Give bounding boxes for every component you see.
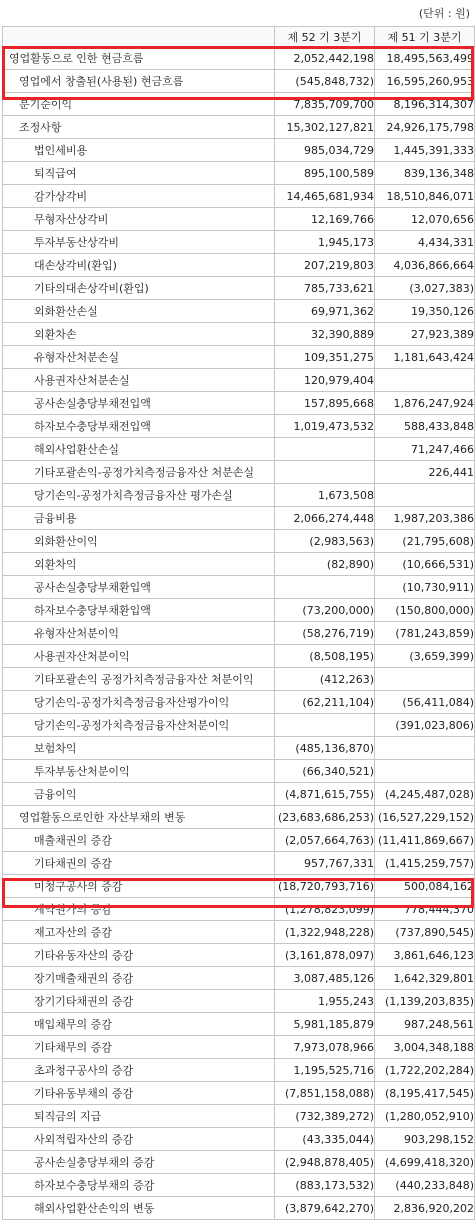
- value-period-52: [275, 461, 375, 484]
- table-row: [3, 208, 475, 231]
- row-label: 사용권자산처분이익: [3, 645, 275, 668]
- value-period-52: 895,100,589: [275, 162, 375, 185]
- value-period-51: (1,139,203,835): [375, 990, 475, 1013]
- row-label: 기타채무의 증감: [3, 1036, 275, 1059]
- value-period-51: 778,444,370: [375, 898, 475, 921]
- table-row: [3, 139, 475, 162]
- value-period-51: 588,433,848: [375, 415, 475, 438]
- table-row: [3, 1128, 475, 1151]
- value-period-52: 1,673,508: [275, 484, 375, 507]
- value-period-51: 987,248,561: [375, 1013, 475, 1036]
- row-label: 기타유동자산의 증감: [3, 944, 275, 967]
- value-period-51: 3,861,646,123: [375, 944, 475, 967]
- header-period-52: 제 52 기 3분기: [275, 27, 375, 47]
- value-period-52: 1,019,473,532: [275, 415, 375, 438]
- row-label: 무형자산상각비: [3, 208, 275, 231]
- value-period-52: 157,895,668: [275, 392, 375, 415]
- value-period-52: (3,161,878,097): [275, 944, 375, 967]
- unit-label: (단위 : 원): [418, 7, 470, 20]
- row-label: 조정사항: [3, 116, 275, 139]
- value-period-51: 8,196,314,307: [375, 93, 475, 116]
- value-period-51: 1,445,391,333: [375, 139, 475, 162]
- value-period-52: 2,052,442,198: [275, 47, 375, 70]
- table-row: [3, 1174, 475, 1197]
- value-period-52: (7,851,158,088): [275, 1082, 375, 1105]
- table-row: [3, 921, 475, 944]
- row-label: 퇴직급여: [3, 162, 275, 185]
- value-period-51: 24,926,175,798: [375, 116, 475, 139]
- row-label: 당기손익-공정가치측정금융자산처분이익: [3, 714, 275, 737]
- header-period-51: 제 51 기 3분기: [375, 27, 475, 47]
- table-row: [3, 116, 475, 139]
- value-period-52: (73,200,000): [275, 599, 375, 622]
- value-period-52: (4,871,615,755): [275, 783, 375, 806]
- row-label: 장기매출채권의 증감: [3, 967, 275, 990]
- value-period-52: (2,948,878,405): [275, 1151, 375, 1174]
- row-label: 공사손실충당부채환입액: [3, 576, 275, 599]
- row-label: 투자부동산상각비: [3, 231, 275, 254]
- value-period-51: (440,233,848): [375, 1174, 475, 1197]
- value-period-51: 16,595,260,953: [375, 70, 475, 93]
- table-row: [3, 714, 475, 737]
- table-row: [3, 93, 475, 116]
- row-label: 공사손실충당부채전입액: [3, 392, 275, 415]
- value-period-51: 2,836,920,202: [375, 1197, 475, 1220]
- row-label: 매출채권의 증감: [3, 829, 275, 852]
- row-label: 분기순이익: [3, 93, 275, 116]
- table-row: [3, 760, 475, 783]
- value-period-51: (3,027,383): [375, 277, 475, 300]
- table-row: [3, 599, 475, 622]
- value-period-51: 27,923,389: [375, 323, 475, 346]
- value-period-52: 207,219,803: [275, 254, 375, 277]
- value-period-51: (1,722,202,284): [375, 1059, 475, 1082]
- value-period-52: [275, 438, 375, 461]
- row-label: 기타채권의 증감: [3, 852, 275, 875]
- value-period-52: (18,720,793,716): [275, 875, 375, 898]
- value-period-51: (11,411,869,667): [375, 829, 475, 852]
- table-row: [3, 967, 475, 990]
- value-period-52: 1,195,525,716: [275, 1059, 375, 1082]
- table-row: [3, 737, 475, 760]
- row-label: 대손상각비(환입): [3, 254, 275, 277]
- table-row: [3, 484, 475, 507]
- value-period-52: 14,465,681,934: [275, 185, 375, 208]
- table-row: [3, 277, 475, 300]
- row-label: 금융비용: [3, 507, 275, 530]
- value-period-51: 12,070,656: [375, 208, 475, 231]
- row-label: 외환차손: [3, 323, 275, 346]
- value-period-52: (1,322,948,228): [275, 921, 375, 944]
- table-row: [3, 70, 475, 93]
- row-label: 재고자산의 증감: [3, 921, 275, 944]
- row-label: 기타의대손상각비(환입): [3, 277, 275, 300]
- row-label: 유형자산처분손실: [3, 346, 275, 369]
- value-period-51: 226,441: [375, 461, 475, 484]
- value-period-52: 7,835,709,700: [275, 93, 375, 116]
- table-row: [3, 691, 475, 714]
- table-row: [3, 530, 475, 553]
- value-period-51: 19,350,126: [375, 300, 475, 323]
- table-row: [3, 162, 475, 185]
- value-period-52: 2,066,274,448: [275, 507, 375, 530]
- table-row: [3, 392, 475, 415]
- table-row: [3, 553, 475, 576]
- value-period-52: (2,057,664,763): [275, 829, 375, 852]
- value-period-52: (3,879,642,270): [275, 1197, 375, 1220]
- value-period-52: 109,351,275: [275, 346, 375, 369]
- row-label: 해외사업환산손익의 변동: [3, 1197, 275, 1220]
- value-period-51: (3,659,399): [375, 645, 475, 668]
- value-period-51: 1,987,203,386: [375, 507, 475, 530]
- value-period-51: 1,642,329,801: [375, 967, 475, 990]
- value-period-52: (2,983,563): [275, 530, 375, 553]
- table-row: [3, 507, 475, 530]
- row-label: 외화환산이익: [3, 530, 275, 553]
- value-period-51: [375, 668, 475, 691]
- value-period-52: (8,508,195): [275, 645, 375, 668]
- value-period-52: 12,169,766: [275, 208, 375, 231]
- value-period-51: 1,876,247,924: [375, 392, 475, 415]
- value-period-52: [275, 576, 375, 599]
- table-row: [3, 1105, 475, 1128]
- value-period-51: [375, 737, 475, 760]
- value-period-51: 3,004,348,188: [375, 1036, 475, 1059]
- table-row: [3, 231, 475, 254]
- row-label: 보험차익: [3, 737, 275, 760]
- row-label: 매입채무의 증감: [3, 1013, 275, 1036]
- cash-flow-table: [2, 26, 475, 1220]
- table-row: [3, 47, 475, 70]
- row-label: 영업활동으로 인한 현금흐름: [3, 47, 275, 70]
- value-period-52: (883,173,532): [275, 1174, 375, 1197]
- table-row: [3, 852, 475, 875]
- value-period-52: 785,733,621: [275, 277, 375, 300]
- value-period-51: (4,245,487,028): [375, 783, 475, 806]
- row-label: 공사손실충당부채의 증감: [3, 1151, 275, 1174]
- value-period-52: 985,034,729: [275, 139, 375, 162]
- value-period-52: 7,973,078,966: [275, 1036, 375, 1059]
- value-period-51: (4,699,418,320): [375, 1151, 475, 1174]
- value-period-51: 4,036,866,664: [375, 254, 475, 277]
- value-period-51: 500,084,162: [375, 875, 475, 898]
- value-period-52: 1,945,173: [275, 231, 375, 254]
- table-row: [3, 300, 475, 323]
- value-period-52: (58,276,719): [275, 622, 375, 645]
- row-label: 기타포괄손익 공정가치측정금융자산 처분이익: [3, 668, 275, 691]
- value-period-52: (485,136,870): [275, 737, 375, 760]
- value-period-52: 3,087,485,126: [275, 967, 375, 990]
- row-label: 해외사업환산손실: [3, 438, 275, 461]
- row-label: 감가상각비: [3, 185, 275, 208]
- value-period-52: (43,335,044): [275, 1128, 375, 1151]
- row-label: 기타유동부채의 증감: [3, 1082, 275, 1105]
- value-period-52: [275, 714, 375, 737]
- row-label: 기타포괄손익-공정가치측정금융자산 처분손실: [3, 461, 275, 484]
- table-row: [3, 1151, 475, 1174]
- table-body: [3, 47, 475, 1220]
- row-label: 영업활동으로인한 자산부채의 변동: [3, 806, 275, 829]
- value-period-52: (545,848,732): [275, 70, 375, 93]
- value-period-52: (412,263): [275, 668, 375, 691]
- row-label: 유형자산처분이익: [3, 622, 275, 645]
- row-label: 법인세비용: [3, 139, 275, 162]
- value-period-51: [375, 369, 475, 392]
- value-period-52: (732,389,272): [275, 1105, 375, 1128]
- value-period-51: (10,730,911): [375, 576, 475, 599]
- row-label: 하자보수충당부채전입액: [3, 415, 275, 438]
- row-label: 계약원가의 증감: [3, 898, 275, 921]
- row-label: 사용권자산처분손실: [3, 369, 275, 392]
- value-period-52: 5,981,185,879: [275, 1013, 375, 1036]
- value-period-51: 4,434,331: [375, 231, 475, 254]
- value-period-51: [375, 760, 475, 783]
- row-label: 장기기타채권의 증감: [3, 990, 275, 1013]
- value-period-52: 1,955,243: [275, 990, 375, 1013]
- value-period-51: (391,023,806): [375, 714, 475, 737]
- row-label: 초과청구공사의 증감: [3, 1059, 275, 1082]
- table-row: [3, 668, 475, 691]
- table-row: [3, 622, 475, 645]
- value-period-51: 1,181,643,424: [375, 346, 475, 369]
- row-label: 당기손익-공정가치측정금융자산평가이익: [3, 691, 275, 714]
- table-row: [3, 898, 475, 921]
- table-row: [3, 576, 475, 599]
- table-row: [3, 1036, 475, 1059]
- row-label: 투자부동산처분이익: [3, 760, 275, 783]
- value-period-51: 903,298,152: [375, 1128, 475, 1151]
- row-label: 영업에서 창출된(사용된) 현금흐름: [3, 70, 275, 93]
- header-account: [3, 27, 275, 47]
- value-period-52: (66,340,521): [275, 760, 375, 783]
- table-row: [3, 461, 475, 484]
- value-period-51: (737,890,545): [375, 921, 475, 944]
- table-row: [3, 990, 475, 1013]
- table-row: [3, 1082, 475, 1105]
- table-row: [3, 369, 475, 392]
- value-period-52: 15,302,127,821: [275, 116, 375, 139]
- value-period-51: 71,247,466: [375, 438, 475, 461]
- value-period-52: (62,211,104): [275, 691, 375, 714]
- table-row: [3, 254, 475, 277]
- row-label: 미청구공사의 증감: [3, 875, 275, 898]
- value-period-51: (10,666,531): [375, 553, 475, 576]
- row-label: 하자보수충당부채환입액: [3, 599, 275, 622]
- table-row: [3, 783, 475, 806]
- table-row: [3, 346, 475, 369]
- table-row: [3, 875, 475, 898]
- value-period-51: (1,415,259,757): [375, 852, 475, 875]
- value-period-52: (1,278,823,099): [275, 898, 375, 921]
- table-row: [3, 829, 475, 852]
- value-period-51: 18,495,563,499: [375, 47, 475, 70]
- table-row: [3, 645, 475, 668]
- table-header-row: [3, 27, 475, 47]
- table-row: [3, 185, 475, 208]
- row-label: 하자보수충당부채의 증감: [3, 1174, 275, 1197]
- value-period-51: (8,195,417,545): [375, 1082, 475, 1105]
- value-period-51: (781,243,859): [375, 622, 475, 645]
- value-period-52: 32,390,889: [275, 323, 375, 346]
- value-period-51: (1,280,052,910): [375, 1105, 475, 1128]
- table-row: [3, 1013, 475, 1036]
- table-row: [3, 1197, 475, 1220]
- table-row: [3, 415, 475, 438]
- row-label: 당기손익-공정가치측정금융자산 평가손실: [3, 484, 275, 507]
- value-period-52: (23,683,686,253): [275, 806, 375, 829]
- table-row: [3, 1059, 475, 1082]
- value-period-51: (16,527,229,152): [375, 806, 475, 829]
- value-period-51: [375, 484, 475, 507]
- value-period-52: 120,979,404: [275, 369, 375, 392]
- value-period-51: (56,411,084): [375, 691, 475, 714]
- row-label: 사외적립자산의 증감: [3, 1128, 275, 1151]
- value-period-51: (21,795,608): [375, 530, 475, 553]
- value-period-52: 957,767,331: [275, 852, 375, 875]
- table-row: [3, 323, 475, 346]
- table-row: [3, 806, 475, 829]
- value-period-52: (82,890): [275, 553, 375, 576]
- value-period-52: 69,971,362: [275, 300, 375, 323]
- row-label: 외화환산손실: [3, 300, 275, 323]
- value-period-51: 18,510,846,071: [375, 185, 475, 208]
- table-row: [3, 438, 475, 461]
- row-label: 외환차익: [3, 553, 275, 576]
- value-period-51: 839,136,348: [375, 162, 475, 185]
- row-label: 퇴직금의 지급: [3, 1105, 275, 1128]
- value-period-51: (150,800,000): [375, 599, 475, 622]
- row-label: 금융이익: [3, 783, 275, 806]
- table-row: [3, 944, 475, 967]
